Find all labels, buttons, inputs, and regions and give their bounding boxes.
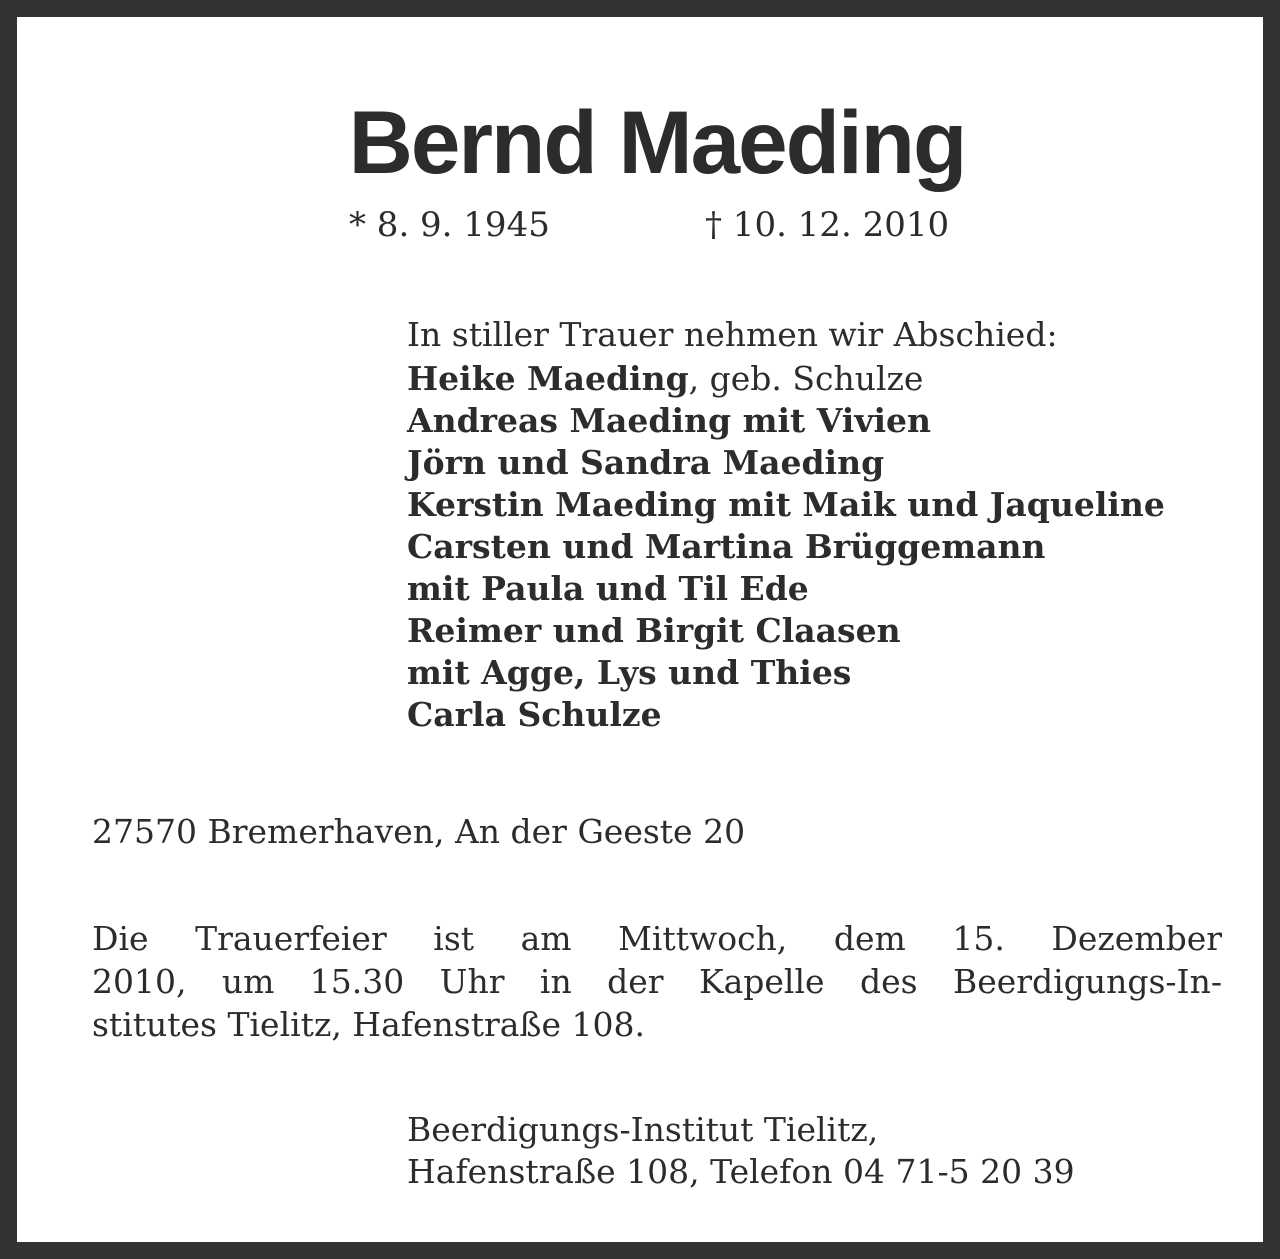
- mourner-name: Carla Schulze: [407, 695, 662, 734]
- birth-date: * 8. 9. 1945: [349, 205, 550, 245]
- mourner-line: [407, 526, 1165, 568]
- mourner-name: Heike Maeding: [407, 359, 689, 398]
- mourner-line: [407, 442, 1165, 484]
- deceased-name: Bernd Maeding: [348, 92, 966, 192]
- ceremony-text: [92, 917, 1222, 1046]
- mourners-block: [407, 314, 1165, 736]
- ceremony-line: Die Trauerfeier ist am Mittwoch, dem 15. Dezember: [92, 919, 1222, 958]
- mourner-line: [407, 484, 1165, 526]
- ceremony-line: stitutes Tielitz, Hafenstraße 108.: [92, 1005, 645, 1044]
- mourner-line: [407, 652, 1165, 694]
- mourner-name: Carsten und Martina Brüggemann: [407, 527, 1046, 566]
- undertaker-info: [407, 1109, 1075, 1193]
- mourner-name: Kerstin Maeding mit Maik und Jaqueline: [407, 485, 1165, 524]
- mourner-line: [407, 400, 1165, 442]
- mourner-name: Andreas Maeding mit Vivien: [407, 401, 932, 440]
- mourner-line: [407, 568, 1165, 610]
- mourner-name: mit Paula und Til Ede: [407, 569, 809, 608]
- mourners-intro: In stiller Trauer nehmen wir Abschied:: [407, 315, 1058, 354]
- undertaker-line: Beerdigungs-Institut Tielitz,: [407, 1110, 879, 1149]
- mourner-line: [407, 610, 1165, 652]
- mourner-name: Jörn und Sandra Maeding: [407, 443, 885, 482]
- undertaker-line: Hafenstraße 108, Telefon 04 71-5 20 39: [407, 1152, 1075, 1191]
- death-date: † 10. 12. 2010: [705, 205, 950, 245]
- mourner-name: mit Agge, Lys und Thies: [407, 653, 852, 692]
- family-address: 27570 Bremerhaven, An der Geeste 20: [92, 812, 746, 851]
- mourner-suffix: , geb. Schulze: [688, 359, 924, 398]
- mourner-name: Reimer und Birgit Claasen: [407, 611, 901, 650]
- mourner-line: [407, 358, 1165, 400]
- mourner-line: [407, 694, 1165, 736]
- ceremony-line: 2010, um 15.30 Uhr in der Kapelle des Beerdigungs-In-: [92, 962, 1222, 1001]
